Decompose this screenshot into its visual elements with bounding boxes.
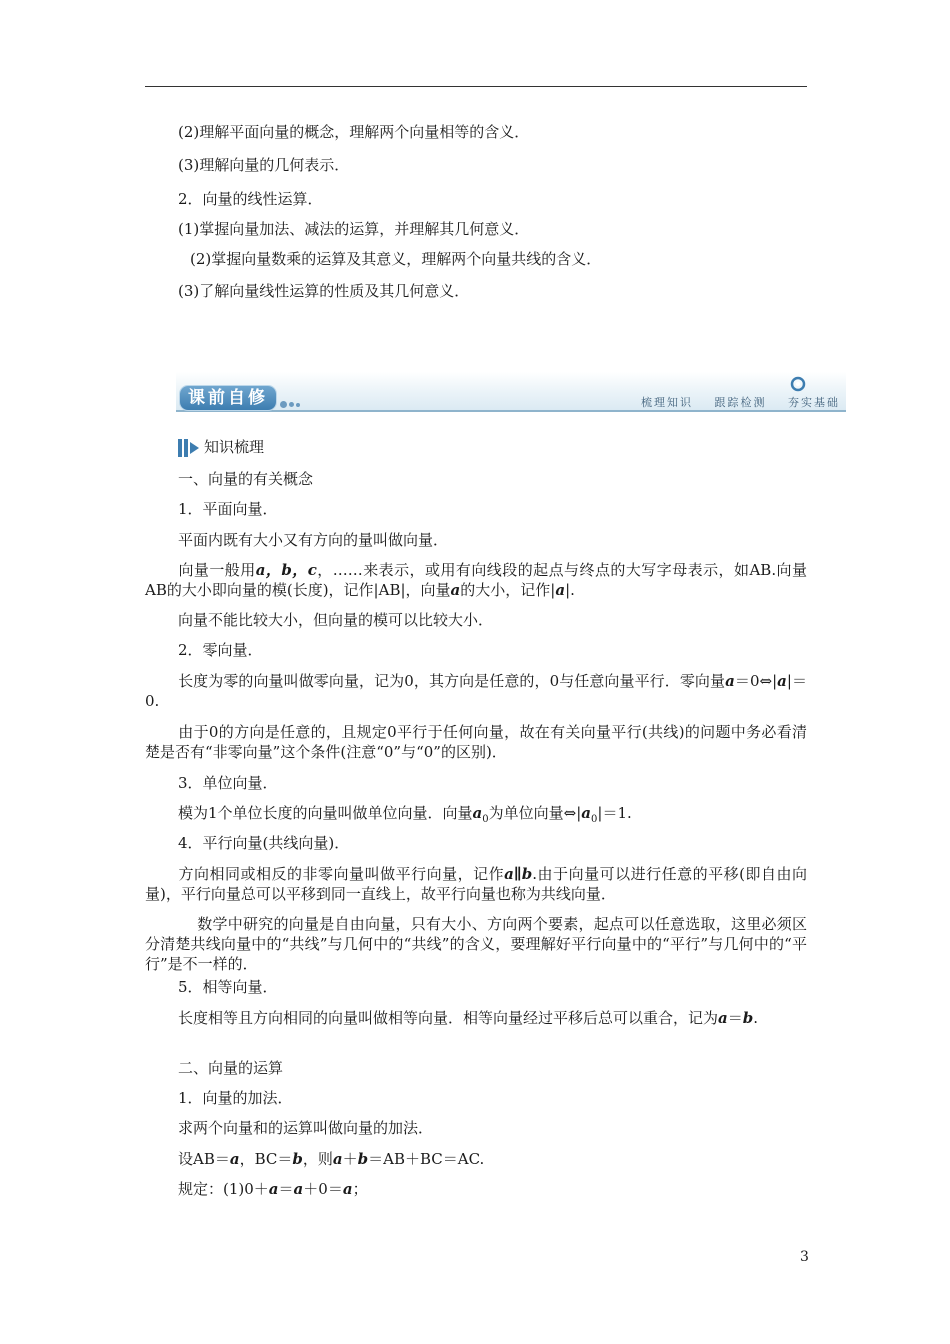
paragraph: 数学中研究的向量是自由向量，只有大小、方向两个要素，起点可以任意选取，这里必须区分清楚共线向量中的“共线”与几何中的“共线”的含义，要理解好平行向量中的“平行”与几何中的“平行”是不一样的． <box>145 915 807 973</box>
section-heading-text: 知识梳理 <box>204 438 265 456</box>
subsection-title: 2．零向量． <box>178 641 263 659</box>
subsection-title: 1．平面向量． <box>178 500 278 518</box>
section-banner <box>176 372 846 414</box>
paragraph: 设AB＝a，BC＝b，则a＋b＝AB＋BC＝AC. <box>178 1150 485 1168</box>
paragraph: 由于0的方向是任意的，且规定0平行于任何向量，故在有关向量平行(共线)的问题中务必看清楚是否有“非零向量”这个条件(注意“0”与“0”的区别)． <box>145 723 807 761</box>
paragraph: 平面内既有大小又有方向的量叫做向量． <box>178 531 449 549</box>
section-marker-icon <box>178 438 200 458</box>
paragraph: 规定：(1)0＋a＝a＋0＝a； <box>178 1180 368 1198</box>
banner-tag: 梳理知识 <box>641 396 693 409</box>
paragraph: 求两个向量和的运算叫做向量的加法． <box>178 1119 434 1137</box>
part-title: 二、向量的运算 <box>178 1059 284 1077</box>
banner-title: 课前自修 <box>180 386 276 410</box>
banner-tag: 跟踪检测 <box>714 396 767 409</box>
subsection-title: 5．相等向量． <box>178 978 278 996</box>
subsection-title: 4．平行向量(共线向量)． <box>178 834 350 852</box>
page-number: 3 <box>800 1249 809 1265</box>
banner-tags <box>625 394 840 410</box>
banner-dots-icon <box>280 394 302 404</box>
objective-line: (2)掌握向量数乘的运算及其意义，理解两个向量共线的含义． <box>190 250 602 268</box>
paragraph: 向量不能比较大小，但向量的模可以比较大小． <box>178 611 494 629</box>
subsection-title: 1．向量的加法． <box>178 1089 293 1107</box>
subsection-title: 3．单位向量． <box>178 774 278 792</box>
banner-tag: 夯实基础 <box>788 396 840 409</box>
section-heading <box>178 436 264 458</box>
objective-line: 2．向量的线性运算． <box>178 190 323 208</box>
objective-line: (2)理解平面向量的概念，理解两个向量相等的含义． <box>178 123 530 141</box>
paragraph: 向量一般用a，b，c，……来表示，或用有向线段的起点与终点的大写字母表示，如AB.向量AB的大小即向量的模(长度)，记作|AB|，向量a的大小，记作|a|. <box>145 561 807 599</box>
paragraph: 模为1个单位长度的向量叫做单位向量．向量$a_0$为单位向量$\Leftrightarrow|a_0|=1$. <box>178 804 632 825</box>
objective-line: (1)掌握向量加法、减法的运算，并理解其几何意义． <box>178 220 530 238</box>
objective-line: (3)了解向量线性运算的性质及其几何意义． <box>178 282 470 300</box>
paragraph: 长度相等且方向相同的向量叫做相等向量．相等向量经过平移后总可以重合，记为a＝b. <box>178 1009 759 1027</box>
paragraph: 长度为零的向量叫做零向量，记为0，其方向是任意的，0与任意向量平行．零向量a＝0⇔|a|＝0. <box>145 672 807 710</box>
banner-underline <box>176 410 846 412</box>
swirl-icon <box>790 376 806 392</box>
header-rule <box>145 86 807 87</box>
objective-line: (3)理解向量的几何表示． <box>178 156 350 174</box>
part-title: 一、向量的有关概念 <box>178 470 314 488</box>
paragraph: 方向相同或相反的非零向量叫做平行向量，记作a∥b.由于向量可以进行任意的平移(即自由向量)，平行向量总可以平移到同一直线上，故平行向量也称为共线向量． <box>145 865 807 903</box>
